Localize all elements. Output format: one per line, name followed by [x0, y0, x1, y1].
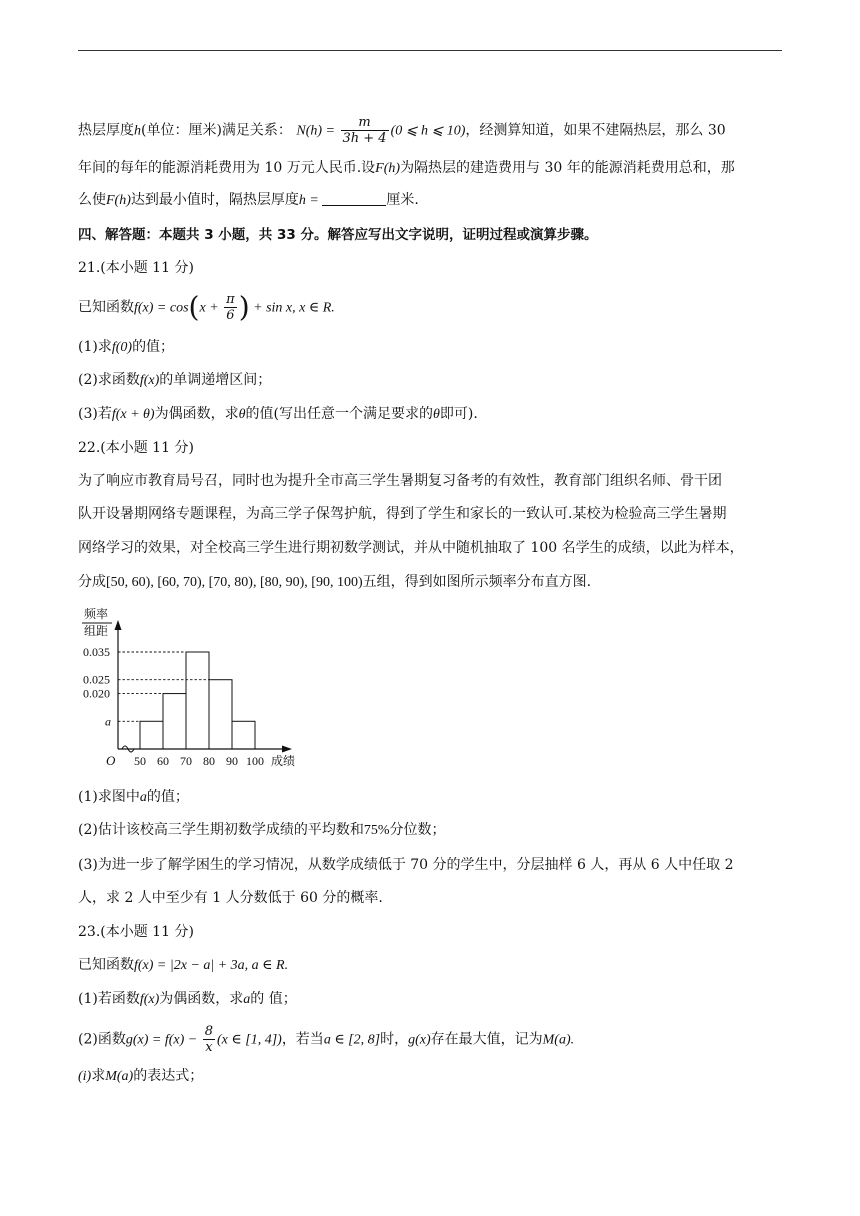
q23-part-2: (2)函数g(x) = f(x) − $\frac{8}{x}$ (x ∈ [1, 4])，若当a ∈ [2, 8]时，g(x)存在最大值，记为M(a).	[78, 1024, 575, 1055]
q23-part-i: (i)求M(a)的表达式；	[78, 1068, 204, 1084]
x-tick-label: 50	[134, 754, 146, 768]
answer-blank	[322, 191, 386, 206]
fraction: $\frac{\pi}{6}$	[226, 292, 235, 323]
x-tick-label: 70	[180, 754, 192, 768]
q22-para-2: 队开设暑期网络专题课程，为高三学子保驾护航，得到了学生和家长的一致认可.某校为检验高三学生暑期	[78, 506, 727, 522]
q20-line-2: 年间的每年的能源消耗费用为 10 万元人民币.设F(h)为隔热层的建造费用与 30 年的能源消耗费用总和，那	[78, 160, 735, 176]
x-tick-label: 60	[157, 754, 169, 768]
q23-part-1: (1)若函数f(x)为偶函数，求a的 值；	[78, 991, 297, 1007]
q23-stem: 已知函数f(x) = |2x − a| + 3a, a ∈ R.	[78, 957, 289, 973]
y-tick-label: 0.025	[83, 672, 110, 687]
q22-header: 22.(本小题 11 分)	[78, 440, 194, 456]
x-tick-label: 90	[226, 754, 238, 768]
q22-part-1: (1)求图中a的值；	[78, 789, 189, 805]
q22-para-1: 为了响应市教育局号召，同时也为提升全市高三学生暑期复习备考的有效性，教育部门组织名师、骨干团	[78, 473, 722, 489]
histogram-bar	[232, 721, 255, 749]
y-tick-label: a	[105, 714, 111, 729]
section-4-heading: 四、解答题：本题共 3 小题，共 33 分。解答应写出文字说明，证明过程或演算步骤。	[78, 227, 598, 243]
fraction: $\frac{m}{3h + 4}$	[342, 115, 387, 146]
q21-stem: 已知函数f(x) = cos(x + $\frac{\pi}{6}$ ) + sin x, x ∈ R.	[78, 290, 335, 324]
q20-line-3: 么使F(h)达到最小值时，隔热层厚度h = 厘米.	[78, 192, 419, 208]
fraction: $\frac{8}{x}$	[204, 1024, 213, 1055]
y-tick-label: 0.020	[83, 686, 110, 701]
y-axis-label-top: 频率	[84, 607, 109, 621]
y-axis-label-bottom: 组距	[84, 624, 109, 638]
q22-para-4: 分成[50, 60), [60, 70), [70, 80), [80, 90), [90, 100)五组，得到如图所示频率分布直方图.	[78, 574, 592, 590]
q21-part-3: (3)若f(x + θ)为偶函数，求θ的值(写出任意一个满足要求的θ即可).	[78, 406, 478, 422]
q22-part-3-line-2: 人，求 2 人中至少有 1 人分数低于 60 分的概率.	[78, 890, 383, 906]
histogram-bar	[186, 652, 209, 749]
origin-label: O	[106, 753, 116, 768]
header-rule	[78, 50, 782, 51]
y-axis-arrow	[115, 620, 122, 630]
q22-part-2: (2)估计该校高三学生期初数学成绩的平均数和75%分位数；	[78, 822, 446, 838]
histogram-bar	[140, 721, 163, 749]
q21-header: 21.(本小题 11 分)	[78, 260, 194, 276]
x-tick-label: 80	[203, 754, 215, 768]
q20-line-1: 热层厚度h(单位：厘米)满足关系： N(h) = $\frac{m}{3h + 4}$ (0 ⩽ h ⩽ 10)，经测算知道，如果不建隔热层，那么 30	[78, 115, 726, 146]
q22-part-3-line-1: (3)为进一步了解学困生的学习情况，从数学成绩低于 70 分的学生中，分层抽样 6 人，再从 6 人中任取 2	[78, 857, 734, 873]
histogram-bar	[163, 694, 186, 749]
x-axis-arrow	[282, 746, 292, 753]
x-tick-label: 100	[246, 754, 264, 768]
q23-header: 23.(本小题 11 分)	[78, 924, 194, 940]
histogram-bar	[209, 680, 232, 749]
x-axis-label: 成绩	[271, 754, 296, 768]
q21-part-2: (2)求函数f(x)的单调递增区间；	[78, 372, 272, 388]
y-tick-label: 0.035	[83, 645, 110, 659]
q21-part-1: (1)求f(0)的值；	[78, 339, 175, 355]
q22-para-3: 网络学习的效果，对全校高三学生进行期初数学测试，并从中随机抽取了 100 名学生的成绩，以此为样本，	[78, 540, 744, 556]
frequency-histogram	[78, 604, 308, 774]
